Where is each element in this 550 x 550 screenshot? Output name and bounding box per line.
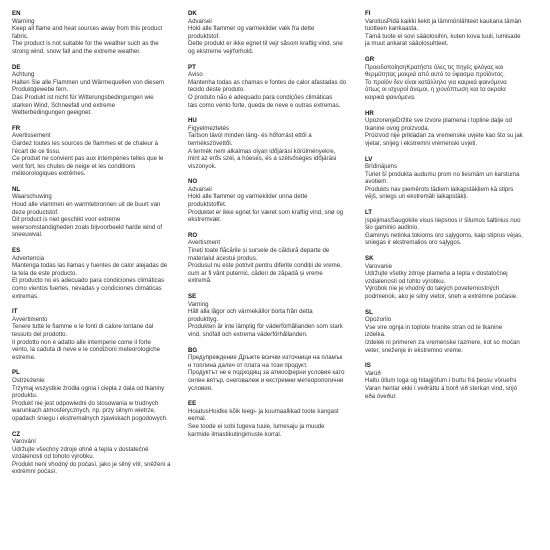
warning-text-line: Výrobok nie je vhodný do takých poveternostných (365, 285, 500, 293)
warning-text-line: como vientos fuertes, nevadas y condiciones climáticas (12, 285, 162, 292)
language-block-de (12, 64, 177, 117)
warning-text-line: Țineți toate flăcările și sursele de căldură departe de (188, 247, 330, 255)
warning-text-line: Tartson távol minden láng- és hőforrást ettől a (188, 132, 312, 140)
language-code: EE (188, 400, 197, 408)
warning-text-line: Håll alla lågor och värmekällor borta från detta (188, 308, 313, 316)
warning-text-line: Hold alle flammer og varmekilder væk fra dette (188, 25, 315, 33)
warning-text-line: Mantenha todas as chamas e fontes de calor afastadas do (188, 78, 347, 86)
warning-text-line: extremă. (188, 277, 212, 285)
warning-text-line: Haltu öllum loga og hitagjöfum í burtu frá þessu vöruefni (365, 377, 517, 385)
warning-text-line: fabric. (12, 32, 29, 40)
warning-text-line: estreme. (12, 353, 36, 361)
language-code: NO (188, 178, 198, 186)
language-code: IT (12, 308, 18, 316)
column-3 (365, 10, 543, 408)
warning-text-line: Продуктът не е подходящ за атмосферни условия като (188, 369, 345, 377)
warning-text-line: Gaminys netinka tokioms oro sąlygoms, kaip stiprus vėjas, (365, 231, 523, 239)
warning-title: Brīdinājums (365, 163, 398, 171)
warning-text-line: θερμότητας μακριά από αυτό το ύφασμα προϊόντος. (365, 71, 505, 79)
warning-text-line: eða óveður. (365, 392, 397, 400)
column-1 (12, 10, 177, 484)
warning-text-line: starken Wind, Schneefall und extreme (12, 101, 115, 109)
warning-text-line: weersomstandigheden zoals bijvoorbeeld harde wind of (12, 223, 163, 231)
warning-text-line: Keep all flame and heat sources away from this product (12, 25, 163, 33)
language-block-dk (188, 10, 356, 56)
warning-text-line: силен вятър, снеговалеж и екстремни метеорологични (188, 376, 344, 384)
warning-text-line: Tenere tutte le fiamme e le fonti di calore lontane dal (12, 323, 154, 331)
warning-text-line: Vse vire ognja in toplote hranite stran od te tkanine (365, 323, 503, 331)
warning-title: ΠροειδοποίησηΚρατήστε όλες τις πηγές φλόγας και (365, 63, 504, 71)
warning-text-line: karmide ilmastikutingimuste korral. (188, 430, 282, 438)
warning-title: Avertissement (12, 132, 51, 140)
warning-text-line: Udržujte všechny zdroje ohně a tepla v dostatečné (12, 445, 149, 453)
warning-text-line: Gardez toutes les sources de flammes et de chaleur à (12, 139, 158, 147)
warning-text-line: Το προϊόν δεν είναι κατάλληλο για καιρικά φαινόμενα (365, 78, 507, 86)
warning-title: Avvertimento (12, 315, 48, 323)
language-code: SL (365, 308, 373, 316)
language-code: DK (188, 10, 197, 17)
warning-text-line: Produkt není vhodný do počasí, jako je silný vítr, sněžení a (12, 460, 171, 468)
warning-text-line: tecido deste produto. (188, 86, 245, 94)
language-block-bg (188, 347, 356, 393)
warning-title: Varúð (365, 369, 381, 377)
warning-text-line: Das Produkt ist nicht für Witterungsbedingungen wie (12, 93, 154, 101)
language-block-en (12, 10, 177, 56)
language-code: FI (365, 10, 371, 17)
warning-text-line: Halten Sie alle Flammen und Wärmequellen von diesem (12, 78, 165, 86)
warning-text-line: Udržujte všetky zdroje plameňa a tepla v dostatočnej (365, 270, 508, 278)
warning-text-line: tuotteen kankaasta. (365, 25, 419, 33)
warning-title: ĮspėjimasSaugokite visus liepsnos ir šilumos šaltinius nuo (365, 216, 521, 224)
language-code: HU (188, 117, 197, 125)
language-block-sl (365, 309, 543, 355)
language-code: DE (12, 63, 21, 71)
warning-text-line: A termék nem alkalmas olyan időjárási körülményekre, (188, 147, 336, 155)
language-code: IS (365, 362, 371, 370)
language-block-fi (365, 10, 543, 48)
warning-text-line: Produkt nie jest odpowiedni do stosowania w trudnych (12, 399, 159, 407)
warning-text-line: tkanine ovog proizvoda. (365, 124, 430, 132)
warning-text-line: Izdelek ni primeren za vremenske razmere, kot so močan (365, 338, 520, 346)
language-code: ES (12, 247, 21, 255)
warning-text-line: vind, snöfall och extrema väderförhållanden. (188, 330, 308, 338)
warning-text-line: Houd alle vlammen en warmtebronnen uit de buurt van (12, 201, 161, 209)
warning-text-line: Tämä tuote ei sovi sääolosihin, kuten kova tuuli, lumisade (365, 32, 521, 40)
warning-text-line: météorologiques extrêmes. (12, 170, 86, 178)
language-block-nl (12, 186, 177, 239)
warning-text-line: l'écart de ce tissu. (12, 147, 61, 155)
warning-title: Advertencia (12, 254, 45, 262)
language-code: FR (12, 124, 21, 132)
warning-text-line: условия. (188, 384, 213, 392)
warning-title: Achtung (12, 71, 35, 79)
warning-text-line: termékszövettől. (188, 139, 233, 147)
language-code: EN (12, 10, 21, 17)
language-block-ee (188, 400, 356, 438)
warning-text-line: la tela de este producto. (12, 269, 78, 277)
language-code: SK (365, 255, 374, 263)
warning-text-line: Produkts nav piemērots tādiem laikapstākļiem kā stiprs (365, 185, 514, 193)
language-code: SE (188, 293, 197, 300)
language-block-sk (365, 255, 543, 301)
language-block-lv (365, 156, 543, 202)
warning-text-line: vējš, sniegs un ekstremāli laikapstākļi. (365, 193, 468, 201)
language-block-no (188, 178, 356, 224)
language-block-hr (365, 110, 543, 148)
warning-text-line: Trzymaj wszystkie źródła ognia i ciepła z dala od tkaniny (12, 384, 165, 392)
language-code: HR (365, 109, 374, 117)
language-block-se (188, 293, 356, 339)
warning-text-line: avotiem. (365, 178, 389, 186)
warning-text-line: vzdálenosti od tohoto výrobku. (12, 453, 95, 461)
warning-text-line: Varan hentar ekki í veðráttu á borð við sterkan vind, snjó (365, 384, 517, 392)
warning-text-line: Produktet er ikke egnet for været som kraftig vind, snø og (188, 208, 344, 216)
warning-text-line: Produkten är inte lämplig för väderförhållanden som stark (188, 323, 343, 331)
warning-title: Warning (12, 17, 35, 25)
warning-title: Avertisment (188, 239, 221, 247)
warning-text-line: sneeuwval. (12, 231, 43, 239)
warning-text-line: produkttyg. (188, 315, 219, 323)
warning-text-line: sniegas ir ekstremalios oro sąlygos. (365, 239, 462, 247)
warning-text-line: extrémní počasí. (12, 468, 58, 476)
warning-text-line: mint az erős szél, a hóesés, és a szélsőséges időjárási (188, 155, 337, 163)
language-code: PT (188, 63, 196, 71)
language-code: PL (12, 369, 20, 377)
warning-text-line: opadach śniegu i ekstremalnych zjawiskach pogodowych. (12, 414, 168, 422)
warning-text-line: Dette produkt er ikke egnet til vejr såsom kraftig vind, sne (188, 40, 343, 48)
warning-title: Предупреждение Дръжте всички източници на пламък (188, 354, 343, 362)
language-block-it (12, 308, 177, 361)
warning-text-line: eemal. (188, 415, 207, 423)
language-code: NL (12, 185, 21, 193)
warning-title: Varovanie (365, 262, 392, 270)
warning-title: HoiatusHoidke kõik leegi- ja kuumaallikad toote kangast (188, 407, 339, 415)
warning-text-line: deze productstof. (12, 208, 59, 216)
warning-text-line: extremas. (12, 292, 39, 300)
warning-text-line: cum ar fi vânt puternic, căderi de zăpadă și vreme (188, 269, 323, 277)
language-block-gr (365, 56, 543, 102)
warning-text-line: Hold alle flammer og varmekilder unna dette (188, 193, 308, 201)
warning-text-line: όπως οι ισχυροί άνεμοι, η χιονόπτωση και τα ακραία (365, 86, 506, 94)
warning-text-line: Mantenga todas las llamas y fuentes de calor alejadas de (12, 262, 168, 270)
warning-text-line: и топлина далеч от плата на този продукт. (188, 361, 308, 369)
warning-text-line: Il prodotto non è adatto alle intemperie come il forte (12, 338, 151, 346)
warning-text-line: vent fort, les chutes de neige et les conditions (12, 162, 136, 170)
warning-text-line: og ekstreme vejrforhold. (188, 47, 254, 55)
warning-text-line: izdelka. (365, 331, 386, 339)
warning-title: Figyelmeztetés (188, 124, 229, 132)
warning-title: Advarsel (188, 17, 212, 25)
warning-text-line: ja muut ankarat sääolosuhteet. (365, 40, 449, 48)
language-block-ro (188, 232, 356, 285)
language-code: GR (365, 55, 375, 63)
warning-title: Aviso (188, 71, 203, 79)
warning-text-line: ekstremvær. (188, 216, 222, 224)
warning-title: Opozorilo (365, 316, 392, 324)
language-block-pt (188, 64, 356, 110)
language-code: LT (365, 209, 372, 217)
warning-text-line: Wetterbedingungen geeignet. (12, 109, 92, 117)
language-block-is (365, 362, 543, 400)
column-2 (188, 10, 356, 446)
warning-text-line: strong wind, snow fall and the extreme weather. (12, 47, 141, 55)
warning-text-line: Proizvod nije prikladan za vremenske uvjete kao što su jak (365, 132, 523, 140)
warning-text-line: vzdialenosti od tohto výrobku. (365, 277, 446, 285)
warning-text-line: vjetar, snijeg i ekstremni vremenski uvjeti. (365, 139, 478, 147)
language-code: LV (365, 155, 373, 163)
warning-text-line: O produto não é adequado para condições climáticas (188, 93, 333, 101)
language-block-hu (188, 117, 356, 170)
warning-text-line: See toode ei sobi tugeva tuule, lumesaju ja muude (188, 422, 325, 430)
warning-text-line: šio gaminio audinio. (365, 224, 419, 232)
language-block-cz (12, 431, 177, 477)
warning-text-line: El producto no es adecuado para condiciones climáticas (12, 277, 165, 285)
language-code: CZ (12, 430, 21, 438)
warning-title: Varování (12, 438, 36, 446)
language-code: RO (188, 231, 198, 239)
warning-text-line: tais como vento forte, queda de neve e outras extremas. (188, 101, 341, 109)
warning-text-line: καιρικά φαινόμενα. (365, 93, 416, 101)
warning-title: VaroitusPidä kaikki liekit ja lämmönlähteet kaukana tämän (365, 17, 522, 25)
warning-text-line: Produsul nu este potrivit pentru diferite condiții de vreme, (188, 262, 342, 270)
warning-title: Ostrzeżenie (12, 376, 45, 384)
language-block-es (12, 247, 177, 300)
warning-title: UpozorenjeDržite sve izvore plamena i topline dalje od (365, 117, 513, 125)
warning-title: Waarschuwing (12, 193, 52, 201)
warning-text-line: Turiet šī produkta audumu prom no liesmām un karstuma (365, 170, 520, 178)
warning-text-line: Produktgewebe fern. (12, 86, 69, 94)
warning-text-line: Ce produit ne convient pas aux intempéries telles que le (12, 155, 164, 163)
warning-text-line: produktstoffet. (188, 201, 227, 209)
warning-text-line: materialul acestui produs. (188, 254, 258, 262)
language-block-pl (12, 369, 177, 422)
warning-text-line: vento, la caduta di neve e le condizioni meteorologiche (12, 346, 161, 354)
warning-text-line: produktstof. (188, 32, 220, 40)
warning-text-line: veter, sneženje in ekstremno vreme. (365, 346, 463, 354)
warning-text-line: viszonyok. (188, 162, 217, 170)
language-code: BG (188, 346, 198, 354)
warning-text-line: produktu. (12, 392, 38, 400)
warning-text-line: podmienok, ako je silný vietor, sneh a extrémne počasie. (365, 293, 518, 300)
language-block-fr (12, 125, 177, 178)
warning-text-line: warunkach atmosferycznych, np. przy silnym wietrze, (12, 407, 156, 415)
warning-title: Varning (188, 300, 209, 308)
warning-text-line: The product is not suitable for the weather such as the (12, 40, 159, 48)
warning-text-line: tessuto del prodotto. (12, 330, 68, 338)
warning-text-line: Dit product is niet geschikt voor extreme (12, 216, 121, 224)
language-block-lt (365, 209, 543, 247)
warning-title: Advarsel (188, 185, 212, 193)
